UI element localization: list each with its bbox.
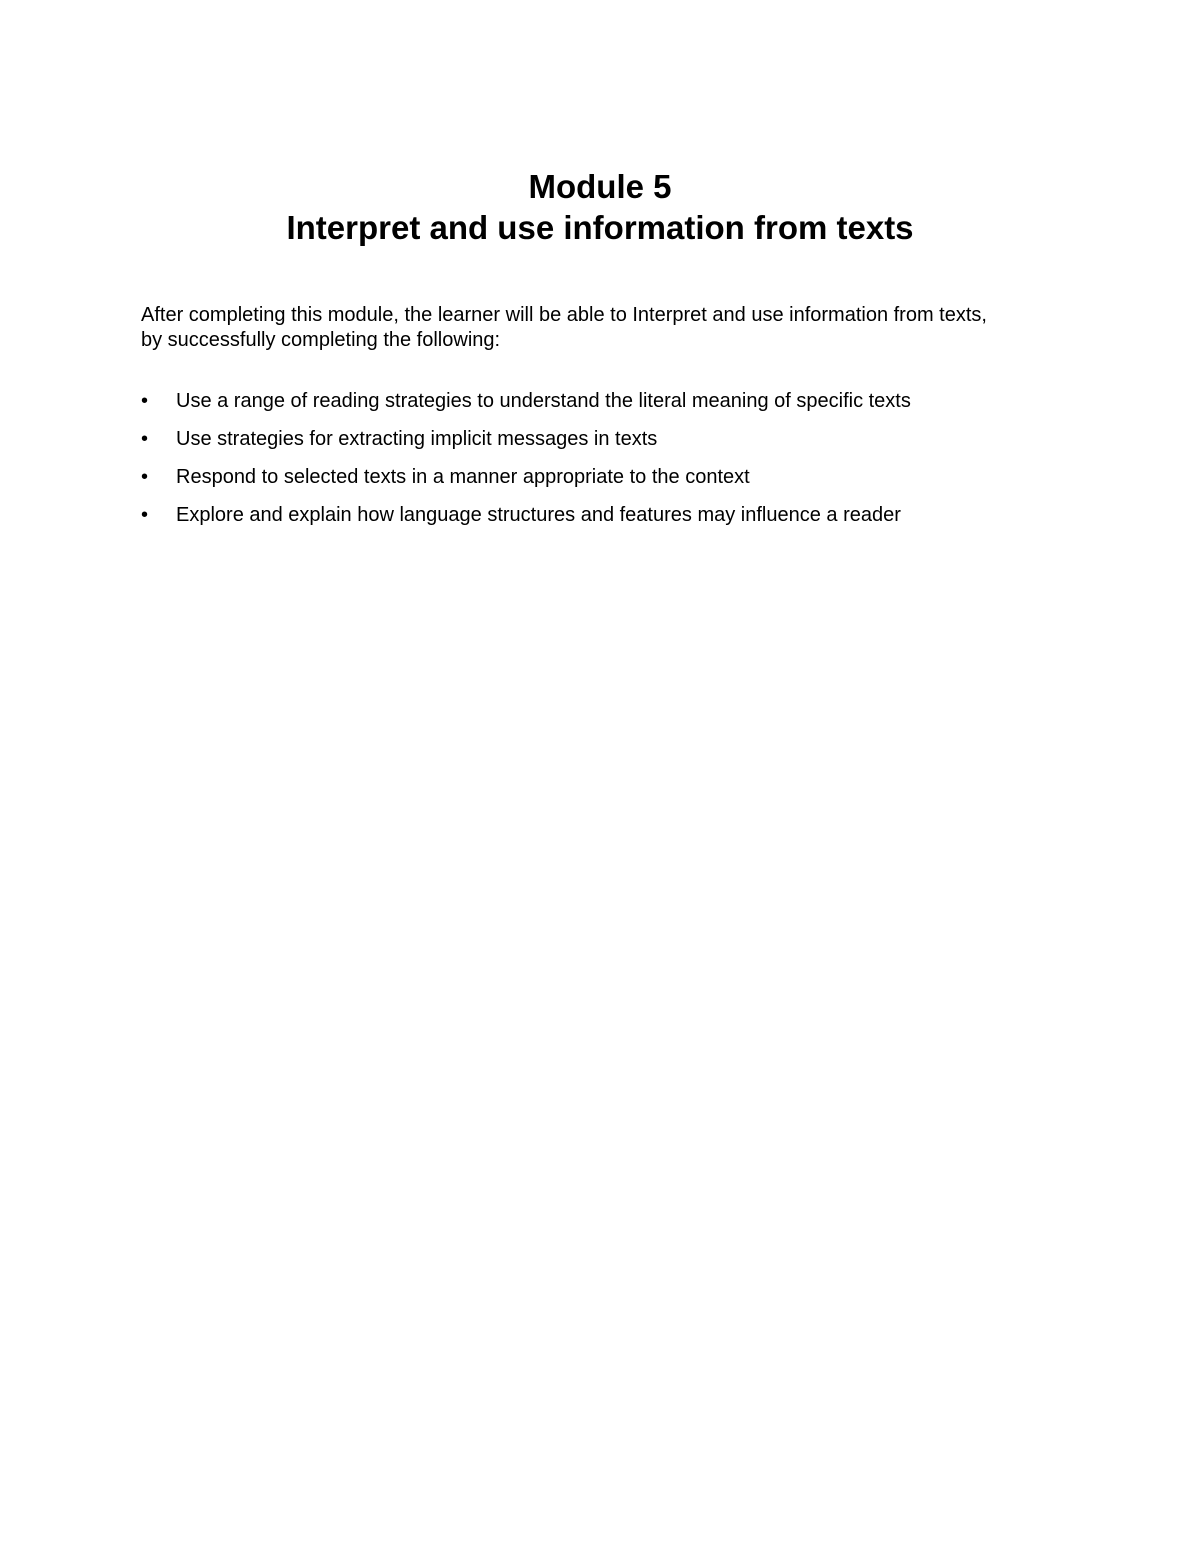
- list-item: [141, 465, 1101, 503]
- module-number-heading: Module 5: [528, 168, 672, 205]
- list-item: [141, 427, 1101, 465]
- intro-paragraph: [141, 303, 1101, 353]
- objective-text: Use a range of reading strategies to understand the literal meaning of specific texts: [176, 390, 911, 412]
- intro-line-2: by successfully completing the following:: [141, 329, 501, 351]
- bullet-icon: •: [141, 390, 149, 412]
- list-item: [141, 503, 1101, 541]
- objective-text: Respond to selected texts in a manner appropriate to the context: [176, 466, 750, 488]
- objective-text: Use strategies for extracting implicit messages in texts: [176, 428, 658, 450]
- bullet-icon: •: [141, 504, 149, 526]
- intro-line-1: After completing this module, the learner will be able to Interpret and use information from texts,: [141, 304, 987, 326]
- learning-objectives-list: [141, 389, 1101, 541]
- bullet-icon: •: [141, 466, 149, 488]
- list-item: [141, 389, 1101, 427]
- objective-text: Explore and explain how language structures and features may influence a reader: [176, 504, 901, 526]
- page-title: [0, 166, 1200, 248]
- bullet-icon: •: [141, 428, 149, 450]
- module-title-heading: Interpret and use information from texts: [286, 209, 914, 246]
